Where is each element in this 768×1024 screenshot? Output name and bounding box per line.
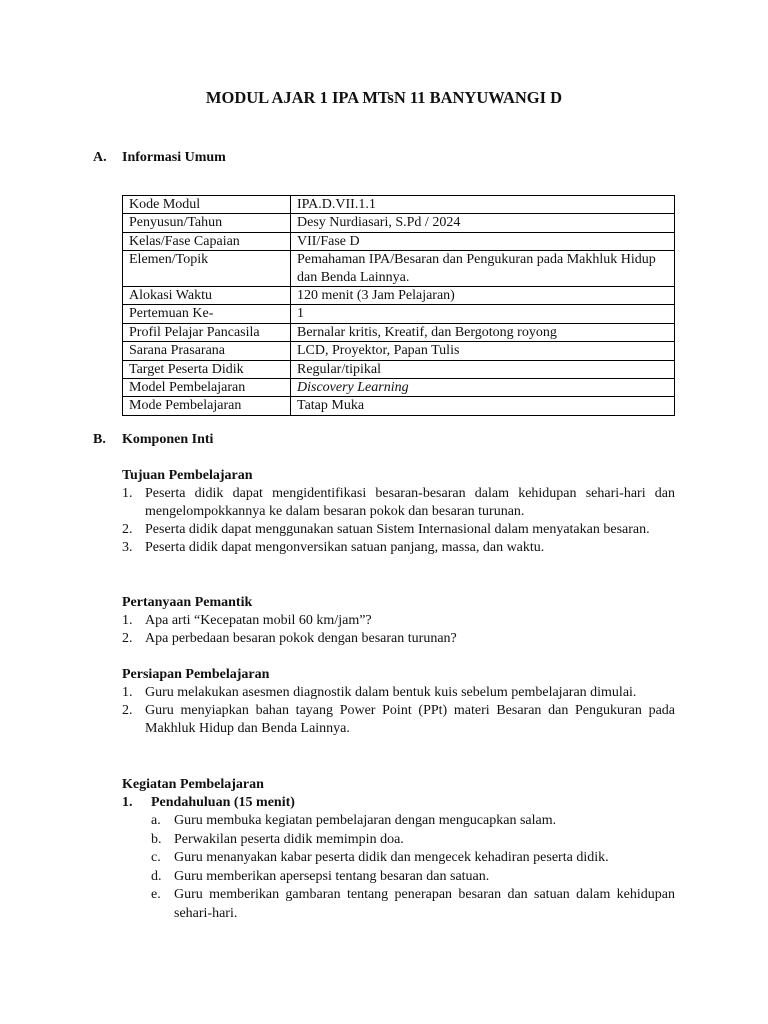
info-key: Kelas/Fase Capaian — [123, 232, 291, 250]
list-item — [151, 831, 675, 850]
list-item — [151, 868, 675, 887]
section-a-heading — [93, 149, 226, 167]
tujuan-heading: Tujuan Pembelajaran — [122, 468, 253, 483]
tujuan-block — [122, 467, 675, 557]
info-value: 1 — [291, 305, 675, 323]
pendahuluan-list — [122, 812, 675, 924]
pertanyaan-list — [122, 612, 675, 648]
info-value: VII/Fase D — [291, 232, 675, 250]
kegiatan-heading: Kegiatan Pembelajaran — [122, 777, 264, 792]
kegiatan-block — [122, 776, 675, 924]
list-text: Guru menyiapkan bahan tayang Power Point (PPt) materi Besaran dan Pengukuran pada Makhluk Hidup dan Benda Lainnya. — [145, 703, 675, 736]
info-value: Pemahaman IPA/Besaran dan Pengukuran pada Makhluk Hidup dan Benda Lainnya. — [291, 251, 675, 287]
pendahuluan-marker: 1. — [122, 795, 133, 810]
info-row — [123, 360, 675, 378]
info-value: LCD, Proyektor, Papan Tulis — [291, 342, 675, 360]
list-marker: 1. — [122, 613, 133, 628]
list-marker: 1. — [122, 486, 133, 501]
pertanyaan-heading: Pertanyaan Pemantik — [122, 595, 253, 610]
section-a-letter: A. — [93, 150, 107, 165]
section-b-letter: B. — [93, 432, 106, 447]
persiapan-heading: Persiapan Pembelajaran — [122, 667, 270, 682]
list-text: Apa perbedaan besaran pokok dengan besaran turunan? — [145, 631, 457, 646]
info-row — [123, 214, 675, 232]
info-key: Penyusun/Tahun — [123, 214, 291, 232]
info-row — [123, 379, 675, 397]
list-text: Guru memberikan apersepsi tentang besaran dan satuan. — [174, 868, 490, 884]
list-item — [122, 702, 675, 738]
info-key: Elemen/Topik — [123, 251, 291, 287]
pendahuluan-title: Pendahuluan (15 menit) — [151, 795, 295, 810]
info-row — [123, 397, 675, 415]
persiapan-block — [122, 666, 675, 738]
list-text: Guru memberikan gambaran tentang penerapan besaran dan satuan dalam kehidupan sehari-hari. — [174, 887, 675, 921]
info-value: Desy Nurdiasari, S.Pd / 2024 — [291, 214, 675, 232]
pendahuluan-heading — [122, 794, 675, 812]
list-text: Guru membuka kegiatan pembelajaran dengan mengucapkan salam. — [174, 813, 557, 828]
info-value: Tatap Muka — [291, 397, 675, 415]
info-row — [123, 232, 675, 250]
info-row — [123, 342, 675, 360]
info-value: Discovery Learning — [291, 379, 675, 397]
info-value: Bernalar kritis, Kreatif, dan Bergotong royong — [291, 323, 675, 341]
list-item — [151, 886, 675, 923]
list-item — [151, 849, 675, 868]
info-row — [123, 323, 675, 341]
info-key: Profil Pelajar Pancasila — [123, 323, 291, 341]
list-marker: 2. — [122, 703, 133, 718]
list-marker: b. — [151, 831, 162, 847]
info-value: IPA.D.VII.1.1 — [291, 196, 675, 214]
list-marker: d. — [151, 868, 162, 884]
persiapan-list — [122, 684, 675, 738]
info-key: Target Peserta Didik — [123, 360, 291, 378]
info-key: Alokasi Waktu — [123, 287, 291, 305]
list-text: Perwakilan peserta didik memimpin doa. — [174, 831, 404, 847]
info-value: Regular/tipikal — [291, 360, 675, 378]
list-item — [122, 521, 675, 539]
list-item — [122, 539, 675, 557]
info-value: 120 menit (3 Jam Pelajaran) — [291, 287, 675, 305]
list-item — [122, 684, 675, 702]
list-marker: 2. — [122, 522, 133, 537]
list-marker: 2. — [122, 631, 133, 646]
list-item — [151, 812, 675, 831]
list-item — [122, 612, 675, 630]
info-table — [122, 195, 675, 416]
info-row — [123, 196, 675, 214]
list-text: Apa arti “Kecepatan mobil 60 km/jam”? — [145, 613, 372, 628]
document-title: MODUL AJAR 1 IPA MTsN 11 BANYUWANGI D — [205, 88, 563, 107]
info-key: Mode Pembelajaran — [123, 397, 291, 415]
section-b-heading — [93, 431, 213, 449]
list-text: Peserta didik dapat mengidentifikasi besaran-besaran dalam kehidupan sehari-hari dan mengelompokkannya ke dalam besaran pokok dan besaran turunan. — [145, 486, 675, 519]
pertanyaan-block — [122, 594, 675, 648]
list-text: Guru menanyakan kabar peserta didik dan mengecek kehadiran peserta didik. — [174, 850, 609, 866]
info-key: Pertemuan Ke- — [123, 305, 291, 323]
list-text: Peserta didik dapat menggunakan satuan Sistem Internasional dalam menyatakan besaran. — [145, 522, 650, 537]
tujuan-list — [122, 485, 675, 557]
info-row — [123, 305, 675, 323]
info-key: Model Pembelajaran — [123, 379, 291, 397]
list-text: Guru melakukan asesmen diagnostik dalam bentuk kuis sebelum pembelajaran dimulai. — [145, 685, 637, 700]
list-marker: c. — [151, 850, 161, 866]
info-key: Kode Modul — [123, 196, 291, 214]
list-item — [122, 485, 675, 521]
list-marker: 1. — [122, 685, 133, 700]
list-marker: e. — [151, 887, 161, 903]
info-key: Sarana Prasarana — [123, 342, 291, 360]
list-marker: a. — [151, 813, 161, 828]
section-a-title: Informasi Umum — [122, 150, 226, 165]
list-item — [122, 630, 675, 648]
list-text: Peserta didik dapat mengonversikan satuan panjang, massa, dan waktu. — [145, 540, 545, 555]
info-row — [123, 251, 675, 287]
section-b-title: Komponen Inti — [122, 432, 214, 447]
list-marker: 3. — [122, 540, 133, 555]
info-row — [123, 287, 675, 305]
